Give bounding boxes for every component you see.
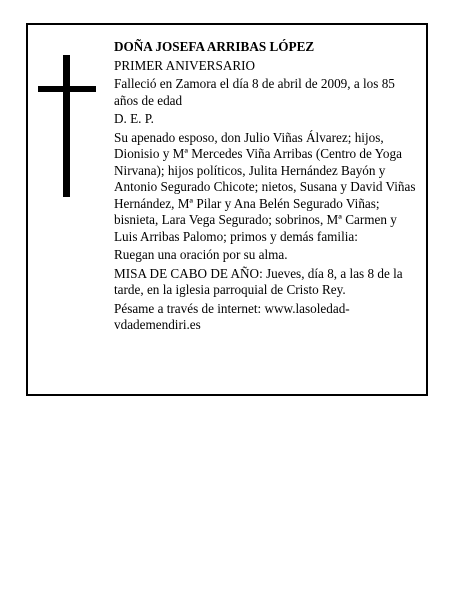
cross-horizontal-bar bbox=[38, 86, 96, 92]
anniversary-label: PRIMER ANIVERSARIO bbox=[114, 57, 256, 73]
notice-text bbox=[114, 39, 420, 336]
mass-info: MISA DE CABO DE AÑO: Jueves, día 8, a las 8 de la tarde, en la iglesia parroquial de Cristo Rey. bbox=[114, 265, 403, 297]
family-list: Su apenado esposo, don Julio Viñas Álvarez; hijos, Dionisio y Mª Mercedes Viña Arribas (Centro de Yoga Nirvana); hijos políticos, Julita Hernández Bayón y Antonio Segurado Chicote; nietos, Susana y David Viñas Hernández, Mª Pilar y Ana Belén Segurado Viñas; bisnieta, Lara Vega Segurado; sobrinos, Mª Carmen y Luis Arribas Palomo; primos y demás familia: bbox=[114, 129, 416, 244]
deceased-name: DOÑA JOSEFA ARRIBAS LÓPEZ bbox=[114, 39, 315, 54]
rip-label: D. E. P. bbox=[114, 111, 154, 126]
condolences-info: Pésame a través de internet: www.lasoledad-vdademendiri.es bbox=[114, 300, 350, 332]
prayer-request: Ruegan una oración por su alma. bbox=[114, 247, 288, 262]
death-info: Falleció en Zamora el día 8 de abril de 2009, a los 85 años de edad bbox=[114, 76, 395, 108]
cross-vertical-bar bbox=[63, 55, 70, 197]
